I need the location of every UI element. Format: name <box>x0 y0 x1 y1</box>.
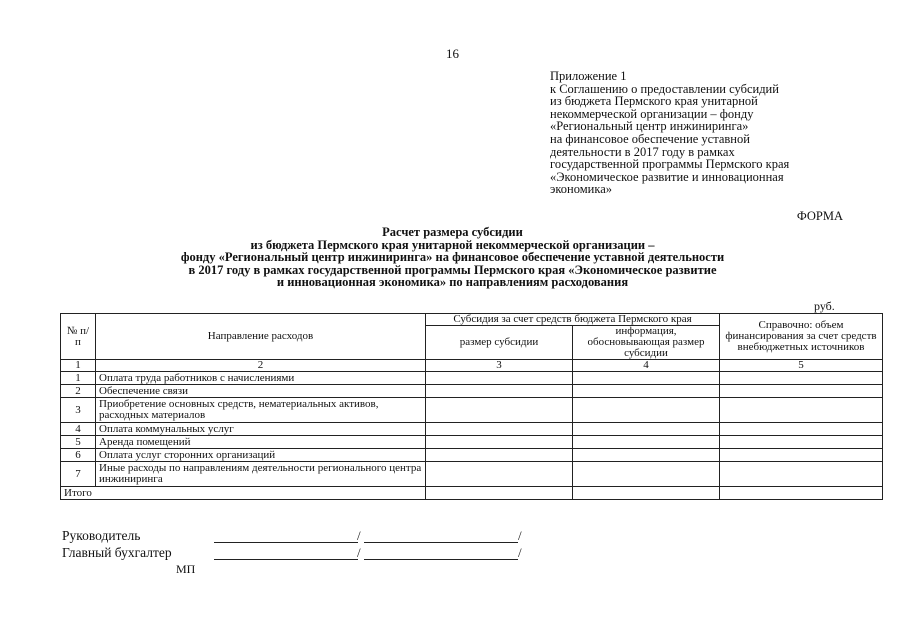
row-label: Оплата коммунальных услуг <box>96 423 426 436</box>
row-number: 4 <box>61 423 96 436</box>
page-number: 16 <box>446 46 459 61</box>
appendix-note <box>550 70 870 196</box>
table-row <box>61 385 883 398</box>
column-number: 1 <box>61 360 96 372</box>
row-label: Обеспечение связи <box>96 385 426 398</box>
value-cell[interactable] <box>573 423 720 436</box>
row-number: 3 <box>61 398 96 423</box>
value-cell[interactable] <box>573 436 720 449</box>
value-cell[interactable] <box>573 372 720 385</box>
value-cell[interactable] <box>426 449 573 462</box>
value-cell[interactable] <box>720 449 883 462</box>
table-row <box>61 462 883 487</box>
title-line: из бюджета Пермского края унитарной некоммерческой организации – <box>250 237 655 252</box>
header-subsidy-group: Субсидия за счет средств бюджета Пермского края <box>426 314 720 326</box>
value-cell[interactable] <box>573 449 720 462</box>
appendix-line: «Региональный центр инжиниринга» <box>550 119 749 134</box>
value-cell[interactable] <box>426 462 573 487</box>
row-number: 6 <box>61 449 96 462</box>
row-number: 5 <box>61 436 96 449</box>
value-cell[interactable] <box>426 423 573 436</box>
row-number: 2 <box>61 385 96 398</box>
header-reference: Справочно: объем финансирования за счет средств внебюджетных источников <box>720 314 883 360</box>
column-number: 4 <box>573 360 720 372</box>
row-number: 7 <box>61 462 96 487</box>
total-value-cell[interactable] <box>426 487 573 500</box>
head-slash-end: / <box>518 528 522 543</box>
value-cell[interactable] <box>426 372 573 385</box>
value-cell[interactable] <box>720 436 883 449</box>
appendix-line: из бюджета Пермского края унитарной <box>550 94 758 109</box>
value-cell[interactable] <box>720 385 883 398</box>
title-line: фонду «Региональный центр инжиниринга» на финансовое обеспечение уставной деятельности <box>180 250 725 264</box>
table-row <box>61 398 883 423</box>
table-row <box>61 423 883 436</box>
appendix-line: экономика» <box>550 182 613 197</box>
appendix-line: «Экономическое развитие и инновационная <box>550 169 784 184</box>
total-row <box>61 487 883 500</box>
row-label: Оплата услуг сторонних организаций <box>96 449 426 462</box>
head-slash: / <box>357 528 361 543</box>
accountant-slash: / <box>357 545 361 560</box>
column-number: 5 <box>720 360 883 372</box>
value-cell[interactable] <box>573 385 720 398</box>
appendix-line: Приложение 1 <box>550 69 627 83</box>
total-label: Итого <box>61 487 426 500</box>
title-line: в 2017 году в рамках государственной программы Пермского края «Экономическое развитие <box>188 262 717 277</box>
value-cell[interactable] <box>720 398 883 423</box>
value-cell[interactable] <box>573 398 720 423</box>
form-label: ФОРМА <box>796 209 843 223</box>
row-number: 1 <box>61 372 96 385</box>
column-number: 2 <box>96 360 426 372</box>
value-cell[interactable] <box>426 398 573 423</box>
total-value-cell[interactable] <box>720 487 883 500</box>
accountant-signature-line[interactable] <box>214 559 358 560</box>
row-label: Иные расходы по направлениям деятельности регионального центра инжиниринга <box>96 462 426 487</box>
table-row <box>61 372 883 385</box>
column-numbers-row <box>61 360 883 372</box>
row-label: Оплата труда работников с начислениями <box>96 372 426 385</box>
appendix-line: некоммерческой организации – фонду <box>550 106 754 121</box>
header-subsidy-size: размер субсидии <box>426 326 573 360</box>
title-line: Расчет размера субсидии <box>382 225 523 239</box>
head-signature-line[interactable] <box>214 542 358 543</box>
accountant-name-line[interactable] <box>364 559 518 560</box>
title-line: и инновационная экономика» по направлениям расходования <box>276 275 629 289</box>
document-title <box>0 226 905 289</box>
value-cell[interactable] <box>573 462 720 487</box>
header-direction: Направление расходов <box>96 314 426 360</box>
appendix-line: деятельности в 2017 году в рамках <box>550 144 735 159</box>
appendix-line: на финансовое обеспечение уставной <box>550 131 750 146</box>
chief-accountant-label: Главный бухгалтер <box>62 545 172 560</box>
appendix-line: государственной программы Пермского края <box>550 157 790 172</box>
accountant-slash-end: / <box>518 545 522 560</box>
header-num: № п/п <box>61 314 96 360</box>
value-cell[interactable] <box>426 385 573 398</box>
value-cell[interactable] <box>720 423 883 436</box>
column-number: 3 <box>426 360 573 372</box>
row-label: Аренда помещений <box>96 436 426 449</box>
appendix-line: к Соглашению о предоставлении субсидий <box>550 81 779 96</box>
currency-unit: руб. <box>814 299 835 313</box>
total-value-cell[interactable] <box>573 487 720 500</box>
head-name-line[interactable] <box>364 542 518 543</box>
table-row <box>61 449 883 462</box>
header-info: информация, обосновывающая размер субсидии <box>573 326 720 360</box>
head-label: Руководитель <box>62 528 141 543</box>
value-cell[interactable] <box>426 436 573 449</box>
subsidy-table <box>60 313 883 500</box>
stamp-place-label: МП <box>176 562 196 576</box>
value-cell[interactable] <box>720 372 883 385</box>
value-cell[interactable] <box>720 462 883 487</box>
row-label: Приобретение основных средств, нематериальных активов, расходных материалов <box>96 398 426 423</box>
table-row <box>61 436 883 449</box>
